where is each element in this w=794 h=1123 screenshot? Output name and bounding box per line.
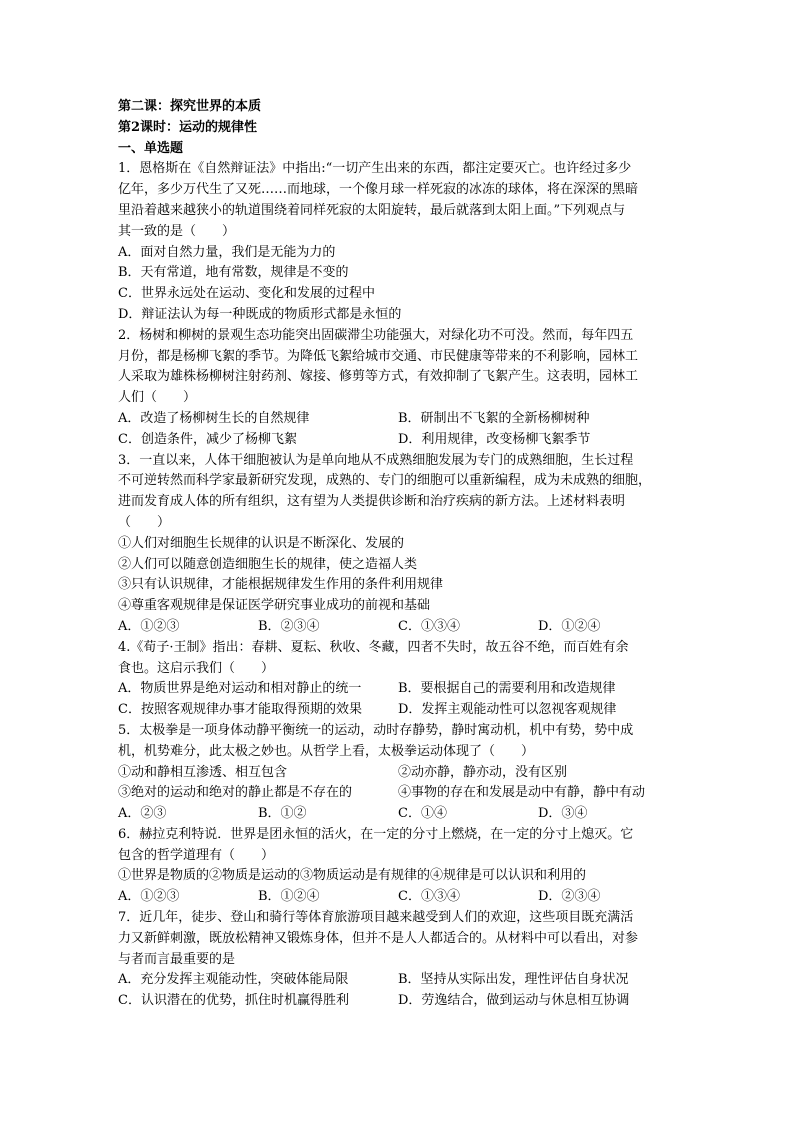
question-text-line: 7．近几年，徒步、登山和骑行等体育旅游项目越来越受到人们的欢迎，这些项目既充满活 [118, 910, 634, 926]
option-a: A．充分发挥主观能动性，突破体能局限 [118, 972, 349, 988]
option-c: C．认识潜在的优势，抓住时机赢得胜利 [118, 993, 349, 1009]
question-text-line: 进而发育成人体的所有组织，这有望为人类提供诊断和治疗疾病的新方法。上述材料表明 [118, 494, 626, 510]
option-b: B．研制出不飞絮的全新杨柳树种 [398, 410, 590, 426]
question-text-line: 人采取为雄株杨柳树注射药剂、嫁接、修剪等方式，有效抑制了飞絮产生。这表明，园林工 [118, 369, 639, 385]
question-2 [118, 326, 678, 451]
option-d: D．②③④ [538, 889, 601, 905]
option-c: C．①④ [398, 806, 447, 822]
statement-row [118, 783, 678, 804]
question-text-line: 包含的哲学道理有（ ） [118, 847, 275, 863]
option-row [118, 679, 678, 700]
question-text-line: 月份，都是杨柳飞絮的季节。为降低飞絮给城市交通、市民健康等带来的不利影响，园林工 [118, 348, 639, 364]
option-a: A．②③ [118, 806, 167, 822]
question-1 [118, 159, 678, 325]
statement-row [118, 763, 678, 784]
option-row [118, 970, 678, 991]
question-5 [118, 721, 678, 825]
option-a: A．改造了杨柳树生长的自然规律 [118, 410, 310, 426]
option-a: A．面对自然力量，我们是无能为力的 [118, 244, 336, 260]
question-7 [118, 908, 678, 1012]
statement-2: ②人们可以随意创造细胞生长的规律，使之造福人类 [118, 556, 418, 572]
option-a: A．物质世界是绝对运动和相对静止的统一 [118, 681, 362, 697]
option-d: D．①②④ [538, 618, 601, 634]
question-text-line: 其一致的是（ ） [118, 223, 236, 239]
option-b: B．①②④ [258, 889, 320, 905]
option-row [118, 887, 678, 908]
option-b: B．②③④ [258, 618, 320, 634]
period-title: 第2课时：运动的规律性 [118, 119, 258, 135]
statement-3: ③绝对的运动和绝对的静止都是不存在的 [118, 785, 353, 801]
document-page [118, 97, 678, 1012]
question-3 [118, 451, 678, 638]
option-row [118, 991, 678, 1012]
question-text-line: 与者而言最重要的是 [118, 951, 236, 967]
question-text-line: 食也。这启示我们（ ） [118, 660, 275, 676]
option-c: C．①③④ [398, 618, 460, 634]
option-d: D．③④ [538, 806, 588, 822]
option-d: D．辩证法认为每一种既成的物质形式都是永恒的 [118, 306, 402, 322]
option-c: C．按照客观规律办事才能取得预期的效果 [118, 702, 362, 718]
question-text-line: 机，机势难分，此太极之妙也。从哲学上看，太极拳运动体现了（ ） [118, 743, 535, 759]
lesson-title: 第二课：探究世界的本质 [118, 99, 262, 114]
option-d: D．利用规律，改变杨柳飞絮季节 [398, 431, 591, 447]
question-text-line: 不可逆转然而科学家最新研究发现，成熟的、专门的细胞可以重新编程，成为未成熟的细胞， [118, 473, 652, 489]
statement-1: ①人们对细胞生长规律的认识是不断深化、发展的 [118, 535, 405, 551]
option-b: B．天有常道，地有常数，规律是不变的 [118, 265, 349, 281]
question-text-line: 人们（ ） [118, 390, 197, 406]
statement-4: ④尊重客观规律是保证医学研究事业成功的前视和基础 [118, 598, 431, 614]
question-text-line: （ ） [118, 514, 171, 530]
question-text-line: 3．一直以来，人体干细胞被认为是单向地从不成熟细胞发展为专门的成熟细胞，生长过程 [118, 452, 634, 468]
option-d: D．劳逸结合，做到运动与休息相互协调 [398, 993, 630, 1009]
option-row [118, 617, 678, 638]
option-a: A．①②③ [118, 889, 180, 905]
option-row [118, 804, 678, 825]
option-row [118, 430, 678, 451]
question-text-line: 里沿着越来越狭小的轨道围绕着同样死寂的太阳旋转，最后就落到太阳上面。”下列观点与 [118, 202, 626, 218]
question-text-line: 2．杨树和柳树的景观生态功能突出固碳滞尘功能强大，对绿化功不可没。然而，每年四五 [118, 327, 634, 343]
statement-3: ③只有认识规律，才能根据规律发生作用的条件利用规律 [118, 577, 444, 593]
statement-4: ④事物的存在和发展是动中有静，静中有动 [398, 785, 646, 801]
option-c: C．①③④ [398, 889, 460, 905]
question-text-line: ①世界是物质的②物质是运动的③物质运动是有规律的④规律是可以认识和利用的 [118, 868, 587, 884]
statement-2: ②动亦静，静亦动，没有区别 [398, 764, 568, 780]
option-b: B．坚持从实际出发，理性评估自身状况 [398, 972, 629, 988]
question-text-line: 5．太极拳是一项身体动静平衡统一的运动，动时存静势，静时寓动机，机中有势，势中成 [118, 722, 634, 738]
question-text-line: 亿年，多少万代生了又死……而地球，一个像月球一样死寂的冰冻的球体，将在深深的黑暗 [118, 182, 639, 198]
option-a: A．①②③ [118, 618, 180, 634]
question-6 [118, 825, 678, 908]
question-text-line: 6．赫拉克利特说．世界是团永恒的活火，在一定的分寸上燃烧，在一定的分寸上熄灭。它 [118, 826, 634, 842]
question-text-line: 4.《荀子·王制》指出：春耕、夏耘、秋收、冬藏，四者不失时，故五谷不绝，而百姓有余 [118, 639, 629, 655]
option-row [118, 409, 678, 430]
option-c: C．世界永远处在运动、变化和发展的过程中 [118, 286, 375, 302]
option-b: B．要根据自己的需要利用和改造规律 [398, 681, 616, 697]
option-d: D．发挥主观能动性可以忽视客观规律 [398, 702, 617, 718]
question-4 [118, 638, 678, 721]
section-heading: 一、单选题 [118, 140, 184, 156]
statement-1: ①动和静相互渗透、相互包含 [118, 764, 288, 780]
option-c: C．创造条件，减少了杨柳飞絮 [118, 431, 297, 447]
question-text-line: 1．恩格斯在《自然辩证法》中指出:“一切产生出来的东西，都注定要灭亡。也许经过多少 [118, 161, 632, 177]
question-text-line: 力又新鲜刺激，既放松精神又锻炼身体，但并不是人人都适合的。从材料中可以看出，对参 [118, 930, 639, 946]
option-row [118, 700, 678, 721]
option-b: B．①② [258, 806, 307, 822]
